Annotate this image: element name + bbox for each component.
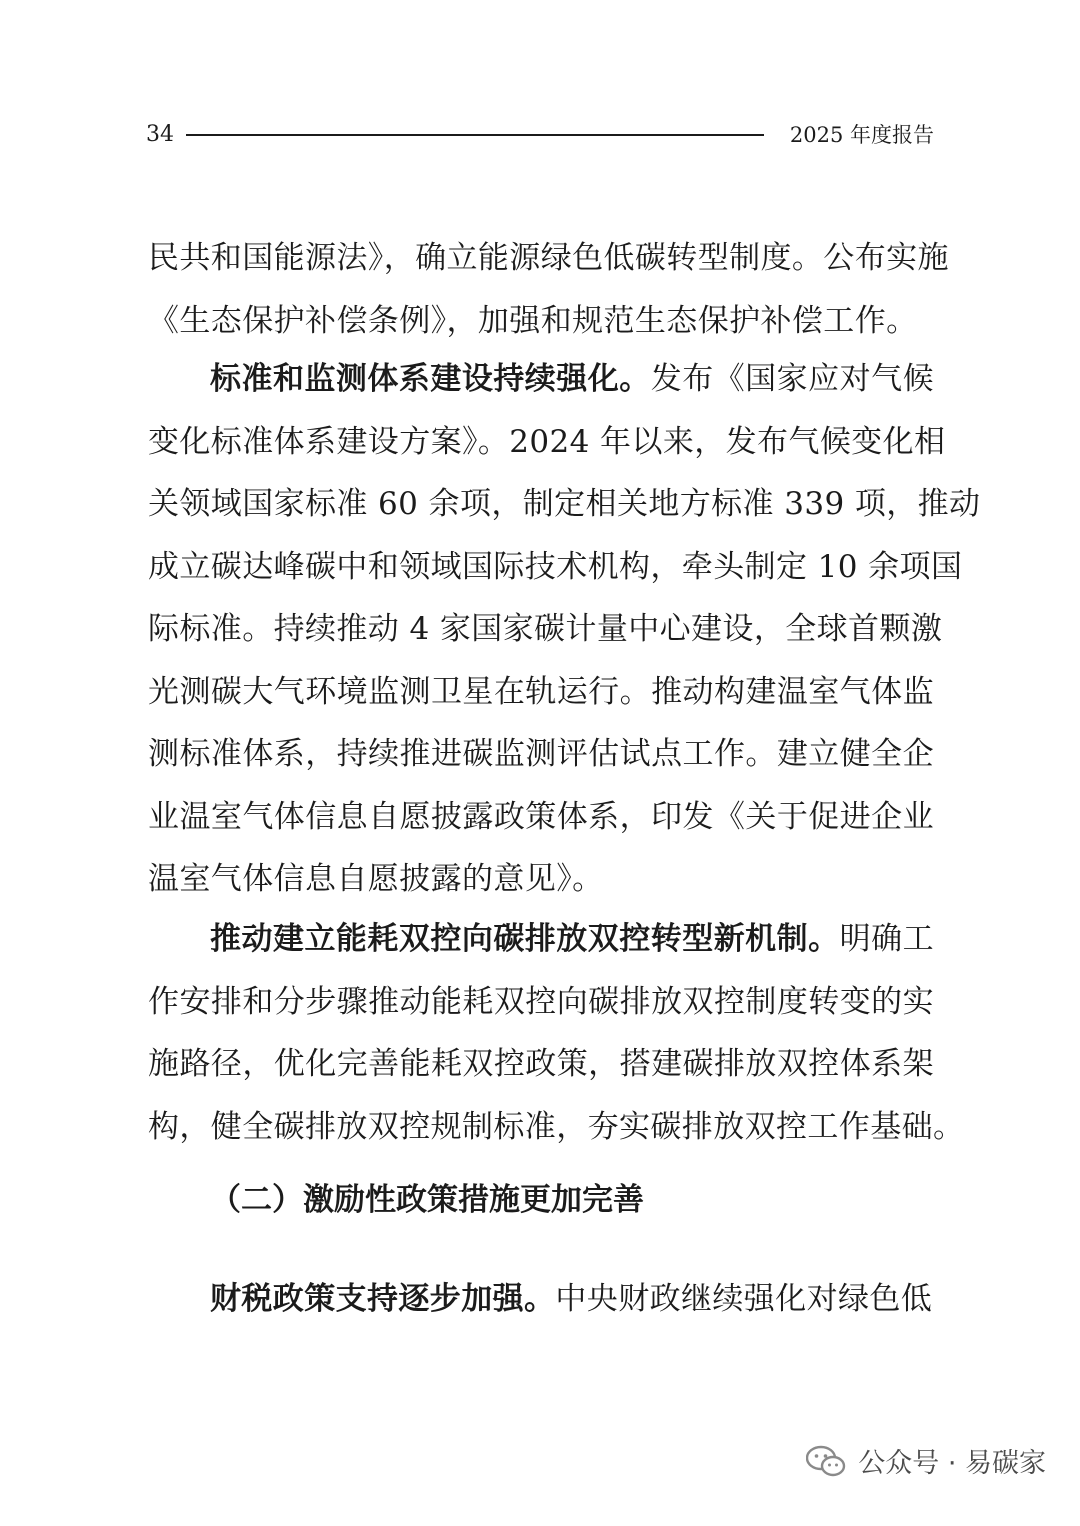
paragraph-line: 际标准。持续推动 4 家国家碳计量中心建设，全球首颗激 <box>148 611 943 647</box>
paragraph-lead: 推动建立能耗双控向碳排放双控转型新机制。 <box>210 921 840 957</box>
paragraph-text: 明确工 <box>839 921 935 957</box>
paragraph-line: 业温室气体信息自愿披露政策体系，印发《关于促进企业 <box>148 798 934 835</box>
page-number: 34 <box>146 122 174 147</box>
paragraph-3 <box>148 908 965 1158</box>
paragraph-text: 中央财政继续强化对绿色低 <box>555 1281 933 1317</box>
paragraph-line: 温室气体信息自愿披露的意见》。 <box>148 861 604 897</box>
paragraph-lead: 标准和监测体系建设持续强化。 <box>210 361 651 397</box>
paragraph-first-line <box>148 908 934 971</box>
paragraph-line: 光测碳大气环境监测卫星在轨运行。推动构建温室气体监 <box>148 673 934 710</box>
report-title: 2025 年度报告 <box>789 123 934 147</box>
paragraph-line: 民共和国能源法》，确立能源绿色低碳转型制度。公布实施 <box>148 240 949 276</box>
paragraph-line: 关领域国家标准 60 余项，制定相关地方标准 339 项，推动 <box>148 486 981 522</box>
page-header <box>146 118 934 152</box>
paragraph-line: 《生态保护补偿条例》，加强和规范生态保护补偿工作。 <box>148 302 918 339</box>
paragraph-line: 施路径，优化完善能耗双控政策，搭建碳排放双控体系架 <box>148 1046 934 1082</box>
paragraph-line: 变化标准体系建设方案》。2024 年以来，发布气候变化相 <box>148 423 946 460</box>
paragraph-first-line <box>148 348 934 411</box>
header-rule <box>186 134 764 136</box>
paragraph-first-line <box>148 1268 934 1331</box>
paragraph-line: 作安排和分步骤推动能耗双控向碳排放双控制度转变的实 <box>148 983 934 1020</box>
wechat-icon <box>806 1445 846 1477</box>
paragraph-1 <box>148 227 949 352</box>
paragraph-line: 构，健全碳排放双控规制标准，夯实碳排放双控工作基础。 <box>148 1108 965 1145</box>
watermark-text: 公众号 · 易碳家 <box>858 1448 1046 1479</box>
paragraph-4 <box>148 1268 934 1331</box>
section-heading: （二）激励性政策措施更加完善 <box>210 1182 644 1218</box>
watermark <box>806 1441 1046 1480</box>
paragraph-2 <box>148 348 981 911</box>
paragraph-text: 发布《国家应对气候 <box>650 361 934 397</box>
paragraph-line: 测标准体系，持续推进碳监测评估试点工作。建立健全企 <box>148 736 934 772</box>
paragraph-lead: 财税政策支持逐步加强。 <box>210 1281 556 1317</box>
paragraph-line: 成立碳达峰碳中和领域国际技术机构，牵头制定 10 余项国 <box>148 548 963 585</box>
